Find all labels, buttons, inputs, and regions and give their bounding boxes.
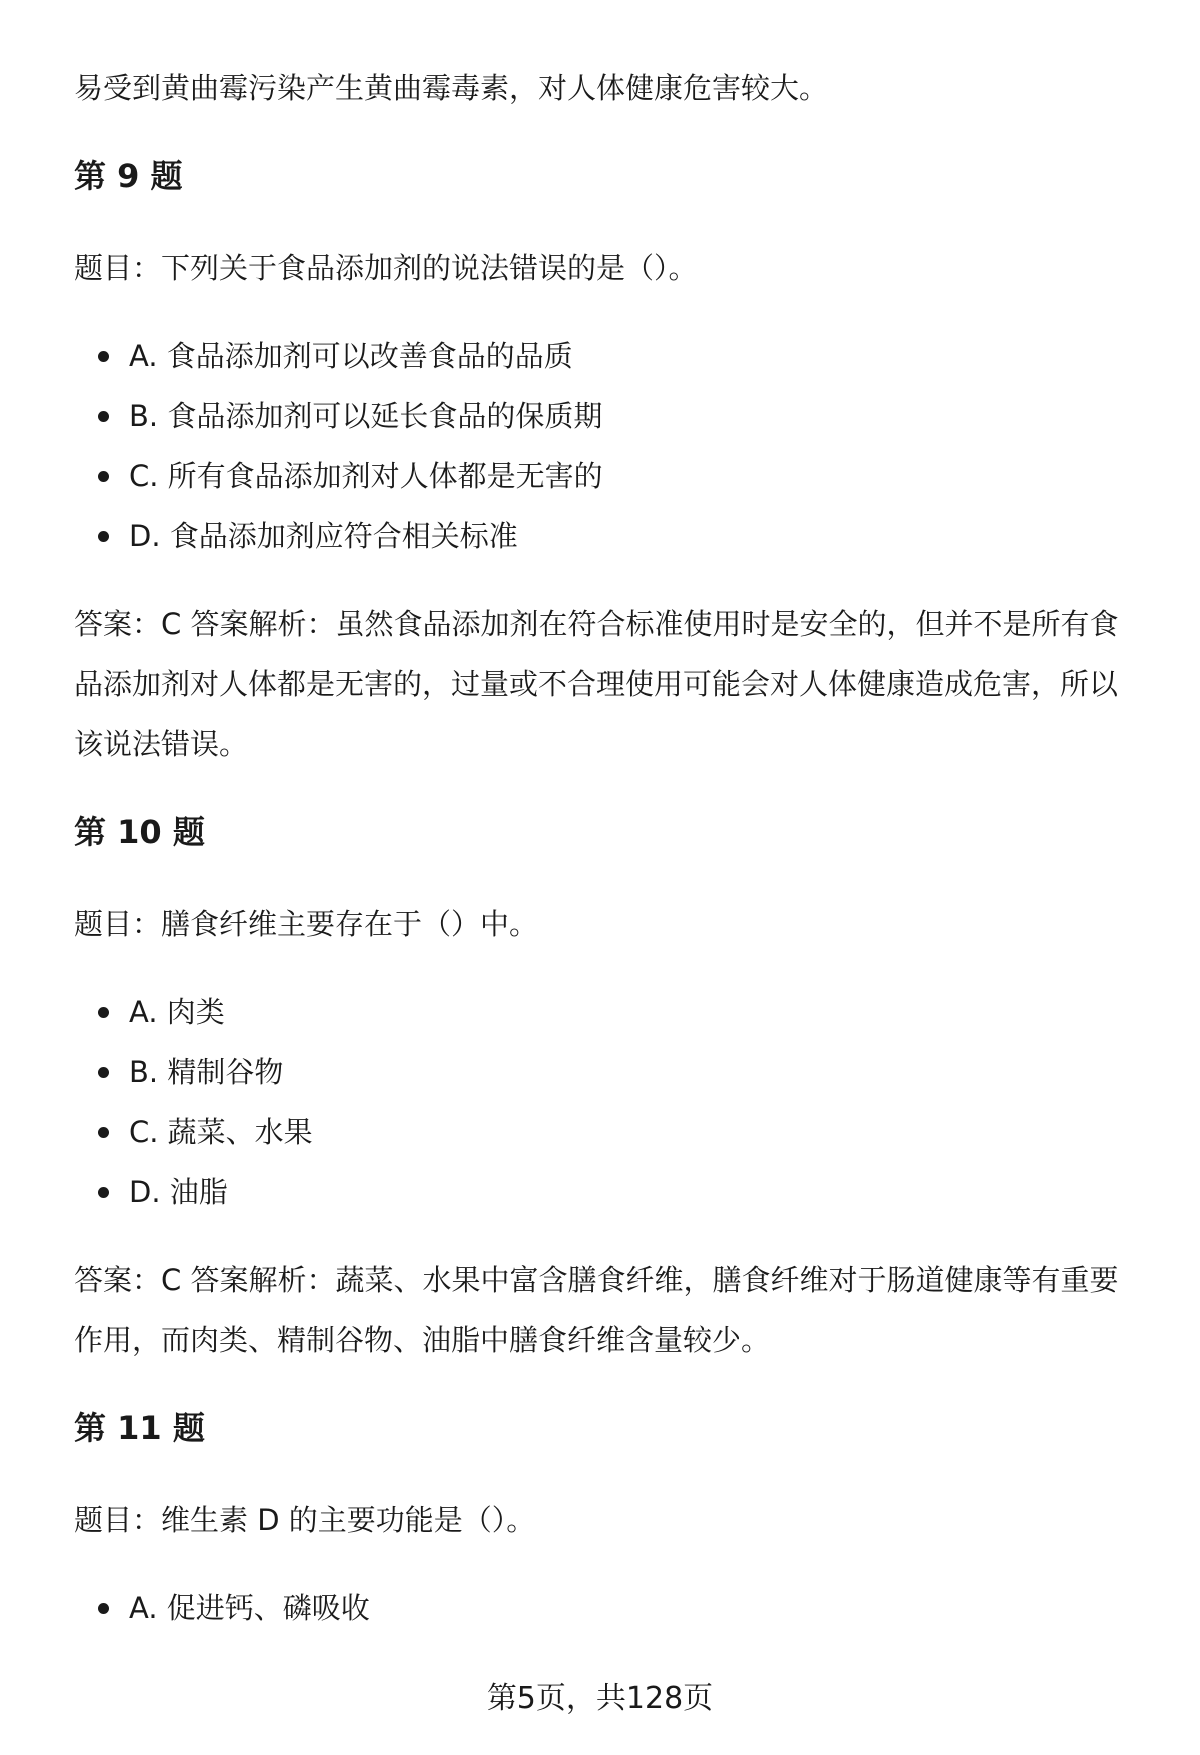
question-heading: 第 11 题 xyxy=(74,1409,205,1447)
option-label: D. 食品添加剂应符合相关标准 xyxy=(129,519,518,553)
question-text: 题目：维生素 D 的主要功能是（）。 xyxy=(74,1503,536,1537)
bullet-icon xyxy=(98,351,109,362)
question-block-11 xyxy=(74,1406,1144,1638)
page-number-footer: 第5页，共128页 xyxy=(486,1681,714,1716)
option-item xyxy=(74,446,1144,506)
option-item xyxy=(74,982,1144,1042)
question-text: 题目：膳食纤维主要存在于（）中。 xyxy=(74,907,539,941)
option-label: C. 蔬菜、水果 xyxy=(129,1115,313,1149)
bullet-icon xyxy=(98,471,109,482)
question-text: 题目：下列关于食品添加剂的说法错误的是（）。 xyxy=(74,251,698,285)
options-list xyxy=(74,326,1144,566)
question-heading: 第 10 题 xyxy=(74,813,205,851)
option-label: A. 促进钙、磷吸收 xyxy=(129,1591,370,1625)
option-item xyxy=(74,386,1144,446)
option-item xyxy=(74,1102,1144,1162)
option-label: A. 肉类 xyxy=(129,995,225,1029)
answer-text: 答案：C 答案解析：虽然食品添加剂在符合标准使用时是安全的，但并不是所有食品添加剂对人体都是无害的，过量或不合理使用可能会对人体健康造成危害，所以该说法错误。 xyxy=(74,607,1119,761)
options-list xyxy=(74,1578,1144,1638)
bullet-icon xyxy=(98,1127,109,1138)
answer-text: 答案：C 答案解析：蔬菜、水果中富含膳食纤维，膳食纤维对于肠道健康等有重要作用，而肉类、精制谷物、油脂中膳食纤维含量较少。 xyxy=(74,1263,1119,1357)
bullet-icon xyxy=(98,1007,109,1018)
options-list xyxy=(74,982,1144,1222)
intro-text: 易受到黄曲霉污染产生黄曲霉毒素，对人体健康危害较大。 xyxy=(74,71,829,105)
question-block-9 xyxy=(74,154,1144,774)
bullet-icon xyxy=(98,1603,109,1614)
option-label: D. 油脂 xyxy=(129,1175,228,1209)
option-item xyxy=(74,506,1144,566)
question-heading: 第 9 题 xyxy=(74,157,183,195)
question-block-10 xyxy=(74,810,1144,1370)
bullet-icon xyxy=(98,411,109,422)
option-item xyxy=(74,1042,1144,1102)
bullet-icon xyxy=(98,1187,109,1198)
bullet-icon xyxy=(98,1067,109,1078)
option-label: A. 食品添加剂可以改善食品的品质 xyxy=(129,339,573,373)
option-label: C. 所有食品添加剂对人体都是无害的 xyxy=(129,459,603,493)
option-item xyxy=(74,326,1144,386)
option-item xyxy=(74,1162,1144,1222)
option-label: B. 食品添加剂可以延长食品的保质期 xyxy=(129,399,603,433)
option-item xyxy=(74,1578,1144,1638)
bullet-icon xyxy=(98,531,109,542)
option-label: B. 精制谷物 xyxy=(129,1055,284,1089)
